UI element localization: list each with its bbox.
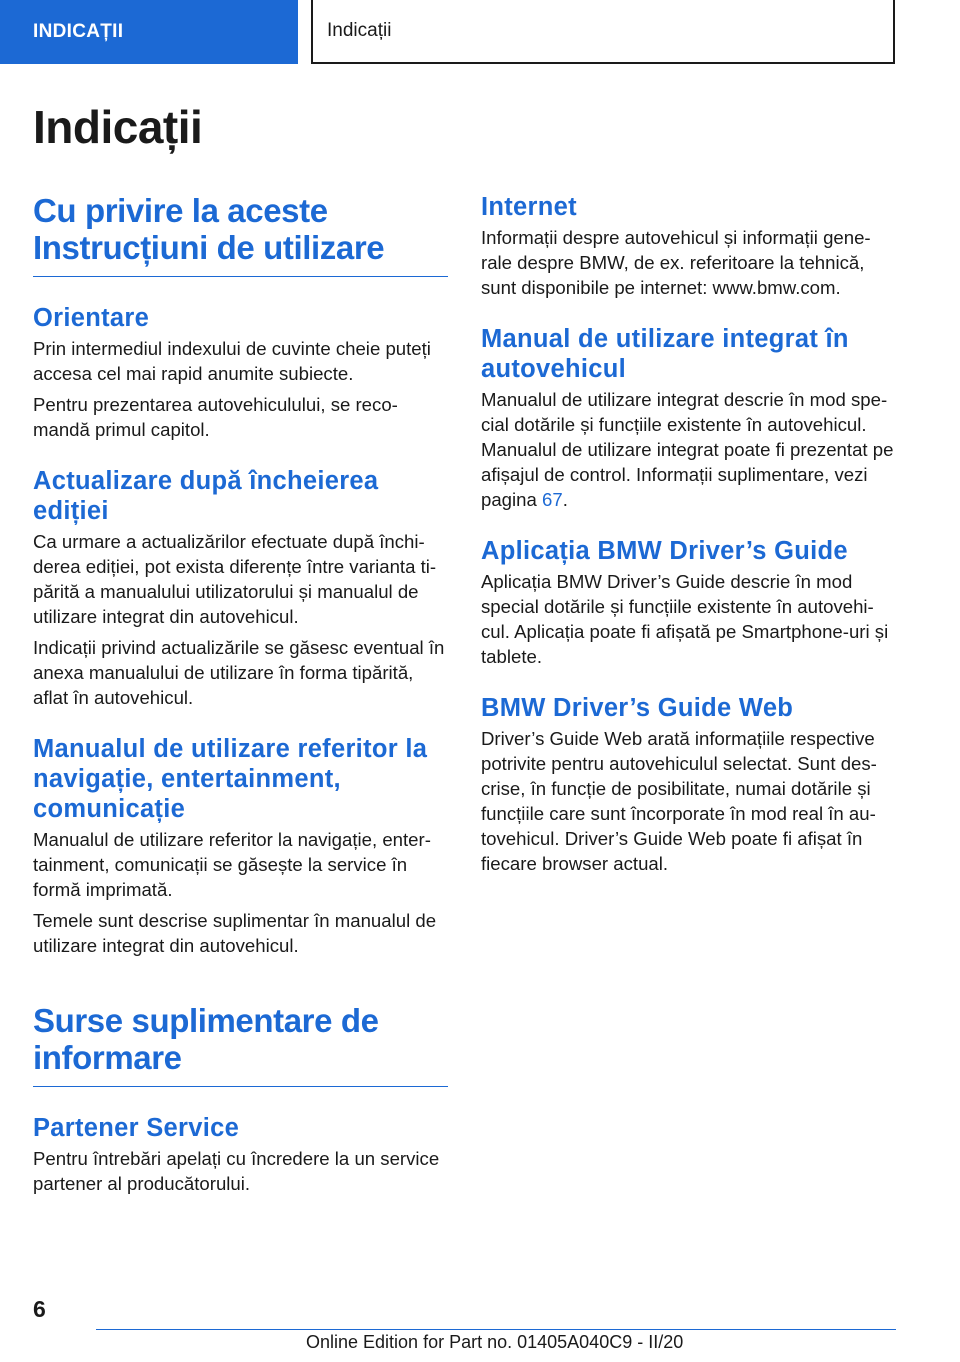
paragraph: Indicații privind actualizările se găsesc eventual în anexa manualului de utilizare în forma tipărită, aflat în autovehicul. (33, 637, 445, 708)
subheading-actualizare: Actualizare după încheierea ediției (33, 467, 379, 525)
left-column (33, 192, 448, 1196)
section-heading-instructiuni: Cu privire la aceste Instrucțiuni de utilizare (33, 192, 448, 277)
paragraph: Manualul de utilizare referitor la navigație, enter-tainment, comunicații se găsește la service în formă imprimată. (33, 829, 431, 900)
page-number: 6 (33, 1296, 46, 1322)
section-tab[interactable]: INDICAȚII (0, 0, 298, 64)
right-column (481, 192, 896, 876)
paragraph: Ca urmare a actualizărilor efectuate după închi-derea ediției, pot exista diferențe între varianta ti-părită a manualului utilizatorului și manualul de utilizare integrat din autovehicul. (33, 531, 437, 627)
paragraph: Pentru întrebări apelați cu încredere la un service partener al producătorului. (33, 1148, 440, 1194)
page-tab: Indicații (311, 0, 895, 64)
section-heading-surse: Surse suplimentare de informare (33, 1002, 448, 1087)
subheading-guide-web: BMW Driver’s Guide Web (481, 694, 794, 722)
paragraph: Pentru prezentarea autovehiculului, se reco-mandă primul capitol. (33, 394, 398, 440)
page-link[interactable]: 67 (542, 489, 563, 510)
paragraph (481, 387, 896, 512)
paragraph: Aplicația BMW Driver’s Guide descrie în mod special dotările și funcțiile existente în autovehi-cul. Aplicația poate fi afișată pe Smartphone-uri și tablete. (481, 571, 889, 667)
paragraph-text: Manualul de utilizare integrat descrie în mod spe-cial dotările și funcțiile existente în autovehicul. Manualul de utilizare integrat poate fi prezentat pe afișajul de control. Informații suplimentare, vezi pagina (481, 389, 894, 510)
subheading-partener-service: Partener Service (33, 1114, 240, 1142)
paragraph: Informații despre autovehicul și informații gene-rale despre BMW, de ex. referitoare la tehnică, sunt disponibile pe internet: www.bmw.com. (481, 227, 871, 298)
footer-divider (96, 1329, 896, 1330)
page-title: Indicații (33, 101, 203, 153)
subheading-manual-navigatie: Manualul de utilizare referitor la navigație, entertainment, comunicație (33, 735, 428, 823)
subheading-internet: Internet (481, 193, 577, 221)
subheading-aplicatia: Aplicația BMW Driver’s Guide (481, 537, 848, 565)
footer-edition: Online Edition for Part no. 01405A040C9 - II/20 (306, 1332, 684, 1352)
subheading-manual-integrat: Manual de utilizare integrat în autovehicul (481, 325, 849, 383)
paragraph: Driver’s Guide Web arată informațiile respective potrivite pentru autovehiculul selectat. Sunt des-crise, în funcție de posibilitate, numai dotările și funcțiile care sunt încorporate în mod real în au-tovehicul. Driver’s Guide Web poate fi afișat în fiecare browser actual. (481, 728, 877, 874)
paragraph-end: . (562, 489, 568, 510)
subheading-orientare: Orientare (33, 304, 150, 332)
paragraph: Temele sunt descrise suplimentar în manualul de utilizare integrat din autovehicul. (33, 910, 437, 956)
paragraph: Prin intermediul indexului de cuvinte cheie puteți accesa cel mai rapid anumite subiecte. (33, 338, 431, 384)
